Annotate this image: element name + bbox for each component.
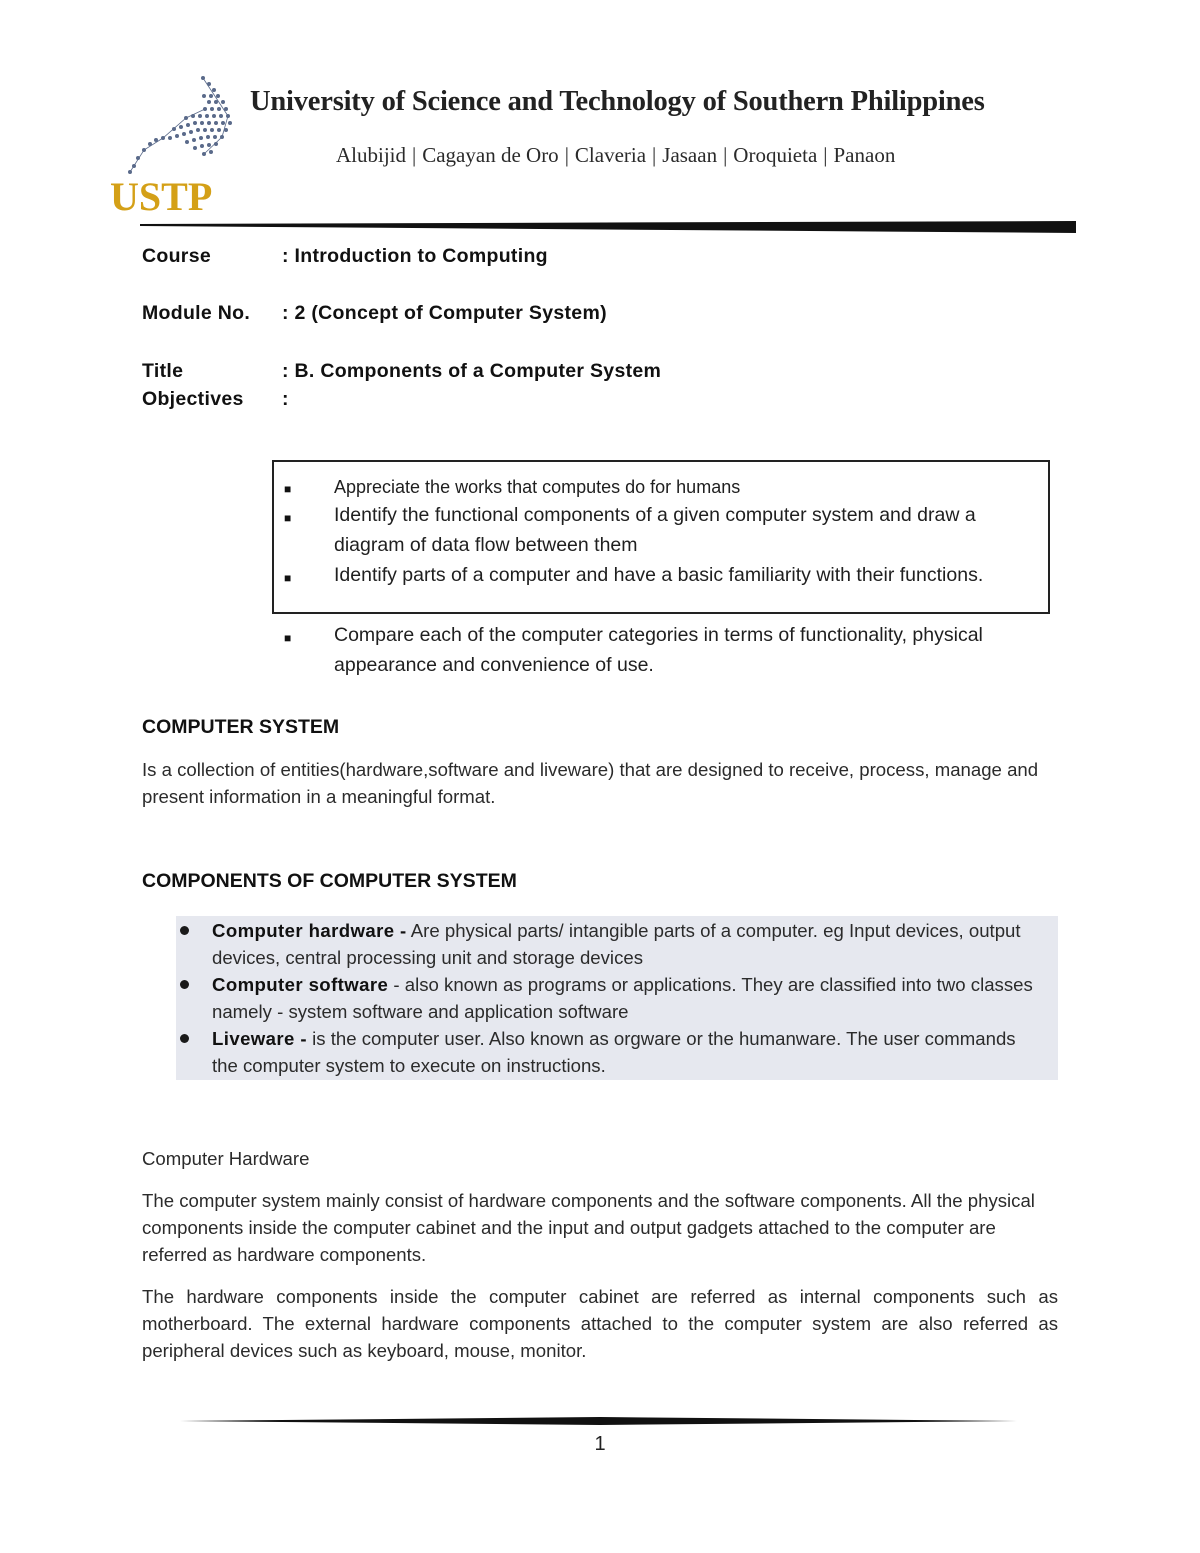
separator: | [823,143,828,167]
component-term: Liveware - [212,1028,307,1049]
course-label: Course [142,245,211,267]
campus: Oroquieta [733,143,818,167]
objectives-label: Objectives [142,388,244,410]
component-item-liveware [212,1025,1042,1079]
campus: Jasaan [662,143,718,167]
objectives-colon: : [282,388,289,410]
campus: Claveria [574,143,647,167]
module-label: Module No. [142,302,251,324]
separator: | [723,143,728,167]
computer-system-heading: COMPUTER SYSTEM [142,716,340,738]
hardware-heading: Computer Hardware [142,1148,310,1169]
component-item-software [212,971,1042,1025]
bullet: ■ [284,511,292,525]
hardware-paragraph-2: The hardware components inside the computer cabinet are referred as internal components such as motherboard. The external hardware components attached to the computer system are also referred as peripheral devices such as keyboard, mouse, monitor. [142,1286,1058,1361]
footer-divider [180,1414,1020,1428]
hardware-paragraph-1: The computer system mainly consist of hardware components and the software components. All the physical components inside the computer cabinet and the input and output gadgets attached to the computer are referred as hardware components. [142,1190,1035,1265]
campus: Alubijid [336,143,407,167]
bullet: ■ [284,482,292,496]
objective-item: Appreciate the works that computes do for humans [334,477,741,497]
header-divider [140,220,1076,234]
objective-item: Identify the functional components of a given computer system and draw a diagram of data flow between them [334,504,976,556]
ustp-logo [108,72,244,214]
separator: | [412,143,417,167]
components-heading: COMPONENTS OF COMPUTER SYSTEM [142,870,517,892]
university-name: University of Science and Technology of Southern Philippines [250,86,985,117]
objective-item: Identify parts of a computer and have a basic familiarity with their functions. [334,564,984,586]
bullet-dot [180,980,189,989]
component-item-hardware [212,917,1042,971]
bullet: ■ [284,631,292,645]
computer-system-definition: Is a collection of entities(hardware,software and liveware) that are designed to receive, process, manage and present information in a meaningful format. [142,759,1039,807]
title-value: : B. Components of a Computer System [282,360,662,382]
separator: | [652,143,657,167]
component-term: Computer hardware - [212,920,407,941]
campus-list [336,143,895,168]
bullet-dot [180,1034,189,1043]
separator: | [564,143,569,167]
component-desc: Are physical parts/ intangible parts of a computer. eg Input devices, output devices, central processing unit and storage devices [212,920,1021,968]
objective-item: Compare each of the computer categories in terms of functionality, physical appearance and convenience of use. [334,624,983,676]
bullet-dot [180,926,189,935]
logo-dot-pattern [128,76,232,174]
bullet: ■ [284,571,292,585]
component-desc: - also known as programs or applications. They are classified into two classes namely - system software and application software [212,974,1033,1022]
logo-wordmark: USTP [110,174,213,214]
campus: Cagayan de Oro [422,143,559,167]
course-value: : Introduction to Computing [282,245,548,267]
title-label: Title [142,360,184,382]
page-number: 1 [594,1433,606,1455]
module-value: : 2 (Concept of Computer System) [282,302,607,324]
component-term: Computer software [212,974,389,995]
component-desc: is the computer user. Also known as orgware or the humanware. The user commands the computer system to execute on instructions. [212,1028,1016,1076]
campus: Panaon [833,143,896,167]
